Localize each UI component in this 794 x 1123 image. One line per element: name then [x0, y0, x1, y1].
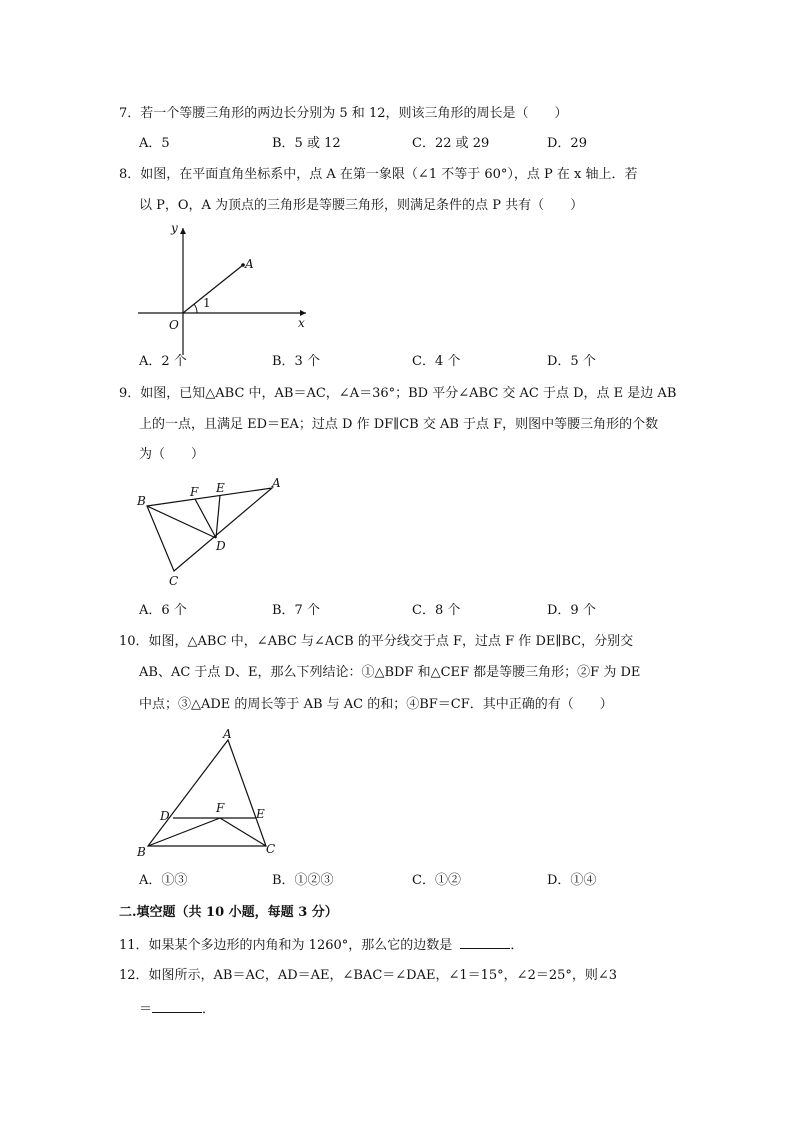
q8-segment-oa — [183, 265, 243, 313]
q7-option-a[interactable]: A．5 — [139, 136, 170, 151]
q10-segments-bf-fc — [148, 818, 266, 846]
q10-label-e: E — [256, 807, 265, 821]
q10-label-d: D — [160, 809, 170, 823]
q9-segment-ed — [216, 495, 220, 538]
q10-stem-line2: AB、AC 于点 D、E，那么下列结论：①△BDF 和△CEF 都是等腰三角形；②F 为 DE — [139, 665, 641, 680]
q9-stem-line2: 上的一点，且满足 ED＝EA；过点 D 作 DF∥CB 交 AB 于点 F，则图中等腰三角形的个数 — [139, 417, 659, 432]
q8-option-a[interactable]: A．2 个 — [139, 354, 187, 369]
q9-option-a[interactable]: A．6 个 — [139, 603, 187, 618]
q10-stem-line3: 中点；③△ADE 的周长等于 AB 与 AC 的和；④BF＝CF．其中正确的有（ ） — [139, 697, 613, 712]
q7-stem: 7．若一个等腰三角形的两边长分别为 5 和 12，则该三角形的周长是（ ） — [119, 106, 568, 121]
q12-equals: ＝ — [139, 1002, 153, 1017]
q11-answer-blank[interactable] — [460, 936, 510, 949]
q8-label-angle: 1 — [203, 296, 211, 310]
q9-label-e: E — [216, 481, 225, 495]
q10-label-f: F — [216, 801, 225, 815]
q8-stem-line1: 8．如图，在平面直角坐标系中，点 A 在第一象限（∠1 不等于 60°），点 P 在 x 轴上．若 — [119, 167, 638, 182]
q9-label-d: D — [216, 539, 226, 553]
q8-angle-arc — [194, 304, 197, 313]
q9-label-c: C — [169, 574, 179, 588]
q8-option-c[interactable]: C．4 个 — [412, 354, 461, 369]
q9-triangle-abc — [147, 488, 272, 571]
q7-option-c[interactable]: C．22 或 29 — [412, 136, 490, 151]
q8-point-a — [241, 263, 245, 267]
q10-triangle-abc — [148, 740, 266, 846]
q7-option-b[interactable]: B．5 或 12 — [272, 136, 341, 151]
q8-label-o: O — [169, 318, 179, 332]
q7-option-d[interactable]: D．29 — [547, 136, 587, 151]
q12-line2 — [139, 1000, 215, 1018]
q8-option-b[interactable]: B．3 个 — [272, 354, 320, 369]
q12-answer-blank[interactable] — [152, 1000, 202, 1013]
q9-segment-fd — [195, 499, 216, 538]
q10-option-c[interactable]: C．①② — [412, 873, 461, 888]
q9-label-f: F — [190, 485, 199, 499]
q9-option-b[interactable]: B．7 个 — [272, 603, 320, 618]
q10-option-d[interactable]: D．①④ — [547, 873, 597, 888]
section2-heading: 二.填空题（共 10 小题，每题 3 分） — [119, 905, 338, 920]
q9-stem-line1: 9．如图，已知△ABC 中，AB＝AC，∠A＝36°；BD 平分∠ABC 交 AC 于点 D，点 E 是边 AB — [119, 386, 677, 401]
q8-label-x: x — [298, 316, 305, 330]
q8-option-d[interactable]: D．5 个 — [547, 354, 596, 369]
q9-label-a: A — [272, 476, 281, 490]
q8-label-y: y — [171, 221, 178, 235]
q9-option-c[interactable]: C．8 个 — [412, 603, 461, 618]
q10-option-a[interactable]: A．①③ — [139, 873, 188, 888]
q8-stem-line2: 以 P，O，A 为顶点的三角形是等腰三角形，则满足条件的点 P 共有（ ） — [139, 198, 584, 213]
q10-option-b[interactable]: B．①②③ — [272, 873, 334, 888]
q8-label-a: A — [245, 257, 254, 271]
q10-label-c: C — [266, 842, 276, 856]
q8-x-arrow — [300, 310, 306, 316]
q12-line1: 12．如图所示，AB＝AC，AD＝AE，∠BAC＝∠DAE，∠1＝15°，∠2＝25°，则∠3 — [119, 968, 618, 983]
q9-stem-line3: 为（ ） — [139, 447, 205, 462]
q9-label-b: B — [137, 494, 146, 508]
q10-label-b: B — [137, 845, 146, 859]
q11-text: 11．如果某个多边形的内角和为 1260°，那么它的边数是 — [119, 938, 453, 953]
q9-segment-bd — [147, 506, 216, 538]
q10-label-a: A — [223, 727, 232, 741]
q10-stem-line1: 10．如图，△ABC 中，∠ABC 与∠ACB 的平分线交于点 F，过点 F 作 DE∥BC，分别交 — [119, 634, 634, 649]
q11-end: ． — [510, 938, 524, 953]
q9-option-d[interactable]: D．9 个 — [547, 603, 596, 618]
q8-y-arrow — [180, 228, 186, 234]
q12-end: ． — [202, 1002, 216, 1017]
q11-line — [119, 936, 523, 954]
